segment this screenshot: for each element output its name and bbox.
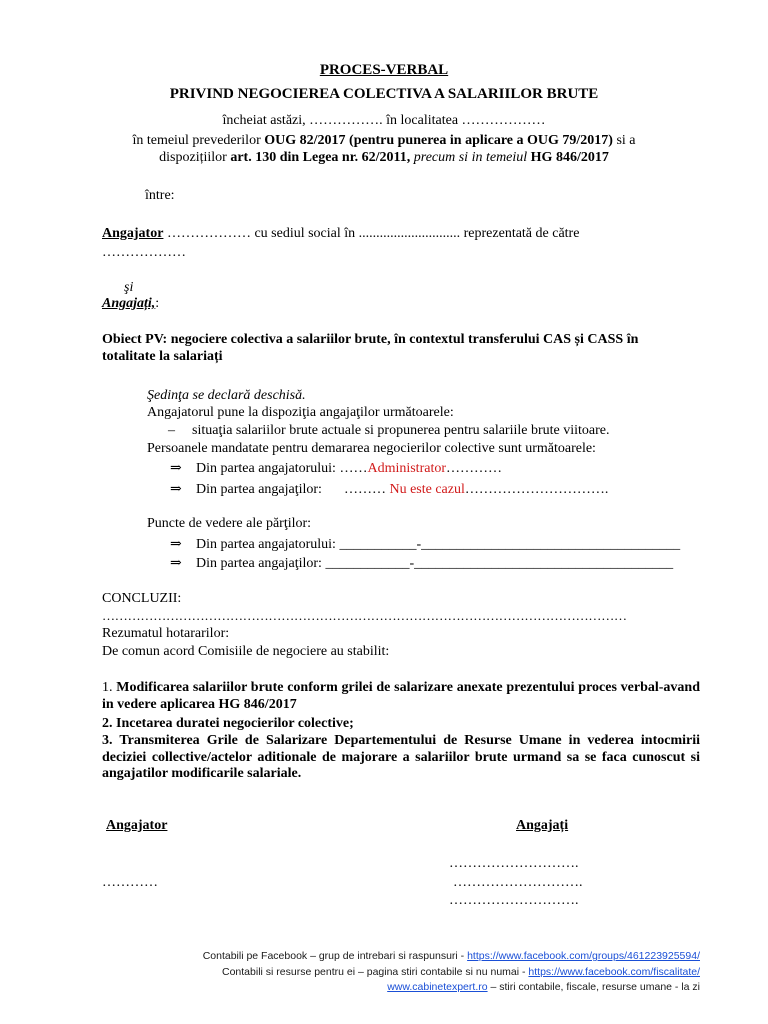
signature-employees-label: Angajați [516, 818, 569, 833]
session-opened: Şedinţa se declară deschisă. [147, 388, 306, 403]
document-subtitle: PRIVIND NEGOCIEREA COLECTIVA A SALARIILOR BRUTE [169, 86, 599, 102]
facebook-group-link[interactable]: https://www.facebook.com/groups/461223925594/ [467, 950, 700, 962]
employees-signature-dots-2: ………………………. [453, 875, 583, 890]
employees-rep-line: ⇒ Din partea angajaţilor: ……… Nu este cazul…………………………. [170, 482, 609, 497]
points-heading: Puncte de vedere ale părţilor: [147, 516, 312, 531]
bullet-item: – situaţia salariilor brute actuale si propunerea pentru salariile brute viitoare. [168, 423, 610, 438]
decision-1: 1. Modificarea salariilor brute conform grilei de salarizare anexate prezentului proces verbal-avand in vedere aplicarea HG 846/2017 [102, 680, 701, 712]
points-employer-line: ⇒ Din partea angajatorului: ___________-_____________________________________ [170, 537, 681, 552]
employees-label: Angajați, [102, 296, 156, 311]
summary-label: Rezumatul hotararilor: [102, 626, 230, 641]
employer-signature-dots: ………… [102, 875, 158, 890]
concluded-line: încheiat astăzi, ……………. în localitatea ……………… [222, 113, 546, 128]
dispositions-line: dispozițiilor art. 130 din Legea nr. 62/2011, precum si in temeiul HG 846/2017 [159, 150, 609, 165]
employees-signature-dots-3: ………………………. [449, 893, 579, 908]
agreement-line: De comun acord Comisiile de negociere au stabilit: [102, 644, 390, 659]
between-label: între: [145, 188, 175, 203]
decision-3: 3. Transmiterea Grile de Salarizare Departementului de Resurse Umane in vederea intocmirii deciziei collective/actelor aditionale de majorare a salariilor brute urmand sa se faca cunoscut si angajatilor modificarile salariale. [102, 733, 700, 781]
conclusions-heading: CONCLUZII: [102, 591, 182, 606]
and-word: şi [124, 280, 134, 295]
points-employees-line: ⇒ Din partea angajaţilor: ____________-_____________________________________ [170, 556, 674, 571]
arrow-icon: ⇒ [170, 556, 182, 571]
employer-provides: Angajatorul pune la dispoziţia angajaţilor următoarele: [147, 405, 454, 420]
dash-bullet: – [168, 423, 175, 438]
conclusions-dots: …………………………………………………………………………………………………………… [102, 608, 627, 623]
website-link[interactable]: www.cabinetexpert.ro [387, 981, 488, 993]
arrow-icon: ⇒ [170, 537, 182, 552]
employer-label: Angajator [102, 226, 164, 241]
arrow-icon: ⇒ [170, 482, 182, 497]
object-line-1: Obiect PV: negociere colectiva a salariilor brute, în contextul transferului CAS și CASS în [102, 332, 639, 347]
footer-line-3: www.cabinetexpert.ro – stiri contabile, fiscale, resurse umane - la zi [387, 981, 700, 993]
decision-2: 2. Incetarea duratei negocierilor colective; [102, 716, 354, 731]
employees-signature-dots-1: ………………………. [449, 856, 579, 871]
employer-rep: Administrator [367, 461, 446, 476]
legal-basis-line: în temeiul prevederilor OUG 82/2017 (pentru punerea in aplicare a OUG 79/2017) si a [132, 133, 636, 148]
employees-rep: Nu este cazul [389, 482, 465, 497]
signature-employer-label: Angajator [106, 818, 168, 833]
employees-line: Angajați,: [102, 296, 160, 311]
footer-line-1: Contabili pe Facebook – grup de intrebari si raspunsuri - https://www.facebook.com/groups/461223925594/ [202, 950, 700, 962]
employer-rep-line: ⇒ Din partea angajatorului: ……Administrator………… [170, 461, 502, 476]
employer-line: Angajator ……………… cu sediul social în ............................. reprezentată de către [102, 226, 580, 241]
employer-dots: ……………… [102, 245, 186, 260]
arrow-icon: ⇒ [170, 461, 182, 476]
mandated-persons: Persoanele mandatate pentru demararea negocierilor colective sunt următoarele: [147, 441, 596, 456]
object-line-2: totalitate la salariați [102, 349, 223, 364]
facebook-page-link[interactable]: https://www.facebook.com/fiscalitate/ [528, 966, 700, 978]
footer-line-2: Contabili si resurse pentru ei – pagina stiri contabile si nu numai - https://www.facebook.com/fiscalitate/ [222, 966, 700, 978]
document-title: PROCES-VERBAL [319, 62, 449, 78]
